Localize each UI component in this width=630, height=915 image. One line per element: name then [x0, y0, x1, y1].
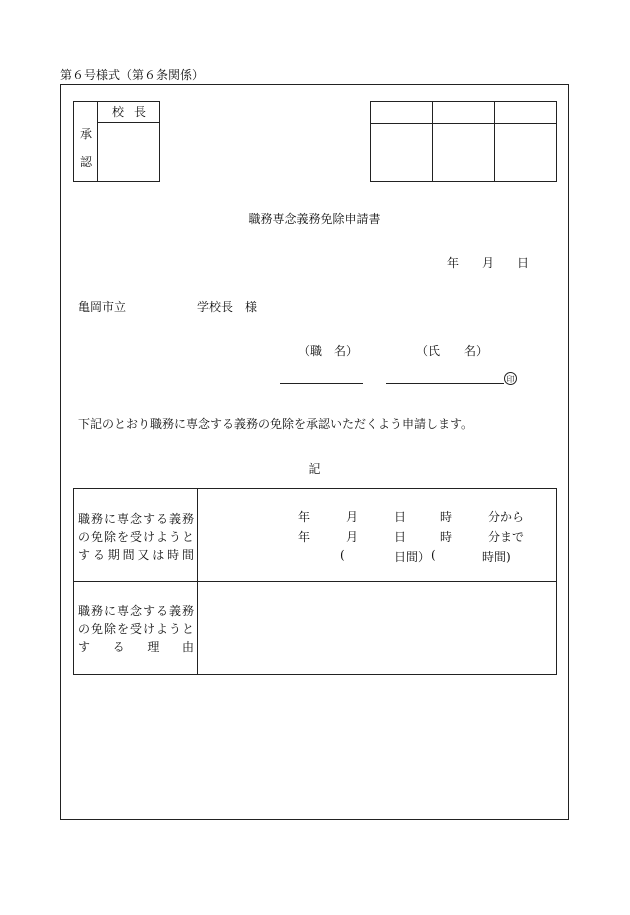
stamp-grid-divider-1 — [432, 101, 433, 182]
seal-mark: 印 — [504, 372, 517, 385]
form-number-label: 第６号様式（第６条関係） — [60, 68, 205, 82]
days-open-paren: ( — [340, 548, 345, 562]
stamp-grid-divider-2 — [494, 101, 495, 182]
name-underline — [386, 383, 504, 384]
approval-side-label — [79, 120, 93, 176]
date-year: 年 — [447, 256, 460, 270]
details-table-row-divider — [73, 581, 557, 582]
approval-side-char-2: 認 — [79, 155, 92, 169]
stamp-grid — [370, 101, 557, 182]
approval-side-char-1: 承 — [79, 127, 92, 141]
reason-label-line-1: 職務に専念する義務 — [78, 604, 194, 618]
reason-label-line-3: する理由 — [78, 640, 194, 654]
from-minute: 分から — [488, 510, 525, 524]
name-label: （氏 名） — [416, 344, 489, 358]
position-underline — [280, 383, 363, 384]
from-day: 日 — [394, 510, 407, 524]
to-day: 日 — [394, 530, 407, 544]
position-label: （職 名） — [298, 344, 359, 358]
document-title: 職務専念義務免除申請書 — [248, 212, 381, 226]
stamp-grid-header-line — [370, 123, 557, 124]
period-label — [78, 510, 194, 564]
addressee-city: 亀岡市立 — [78, 300, 127, 314]
days-label: 日間） — [394, 550, 431, 564]
period-label-line-1: 職務に専念する義務 — [78, 512, 194, 526]
from-month: 月 — [346, 510, 359, 524]
period-label-line-2: の免除を受けようと — [78, 530, 194, 544]
hours-label: 時間) — [482, 550, 511, 564]
date-day: 日 — [517, 256, 530, 270]
addressee-principal: 学校長 様 — [197, 300, 258, 314]
approval-header-principal: 校長 — [111, 105, 156, 119]
from-year: 年 — [298, 510, 311, 524]
period-label-line-3: する期間又は時間 — [78, 548, 194, 562]
from-hour: 時 — [440, 510, 453, 524]
approval-header-line — [97, 122, 160, 123]
form-frame — [60, 84, 569, 820]
reason-label-line-2: の免除を受けようと — [78, 622, 194, 636]
reason-label — [78, 602, 194, 656]
to-hour: 時 — [440, 530, 453, 544]
to-minute: 分まで — [488, 530, 525, 544]
hours-open-paren: ( — [431, 548, 436, 562]
to-year: 年 — [298, 530, 311, 544]
ki-heading: 記 — [308, 462, 321, 476]
to-month: 月 — [346, 530, 359, 544]
request-statement: 下記のとおり職務に専念する義務の免除を承認いただくよう申請します。 — [78, 417, 474, 431]
date-month: 月 — [482, 256, 495, 270]
